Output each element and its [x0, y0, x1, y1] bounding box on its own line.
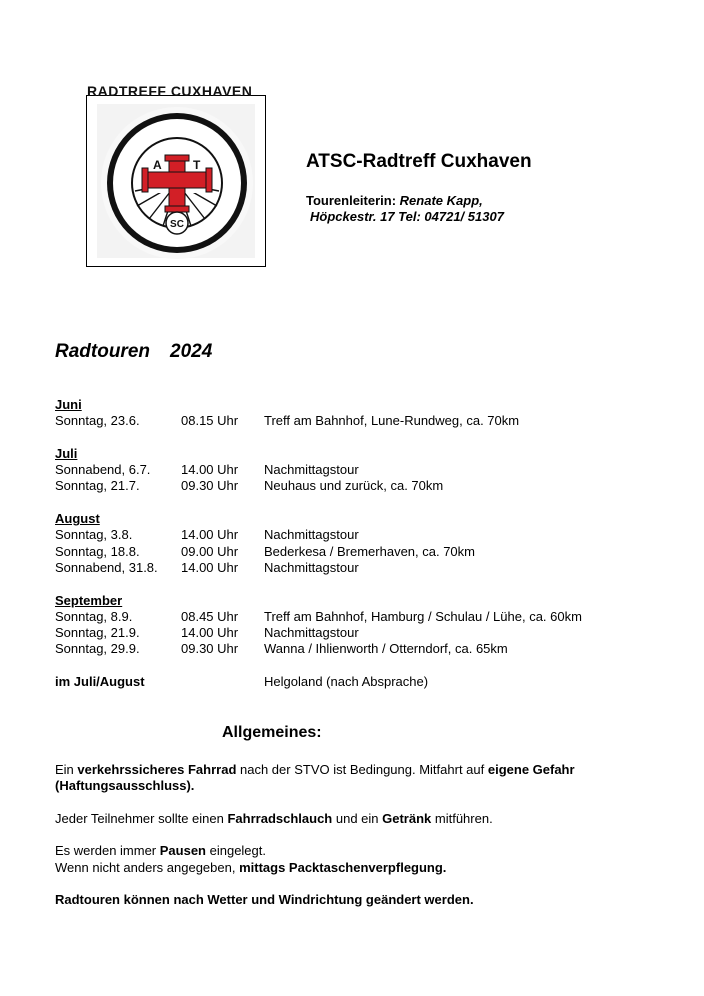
- bold-text: eigene Gefahr (Haftungsausschluss).: [55, 762, 575, 794]
- leader-label: Tourenleiterin:: [306, 193, 397, 208]
- tour-description: Treff am Bahnhof, Hamburg / Schulau / Lühe, ca. 60km: [264, 608, 582, 624]
- tour-description: Neuhaus und zurück, ca. 70km: [264, 478, 444, 494]
- cross-wheel-emblem-icon: [87, 83, 265, 266]
- tour-time: 09.30 Uhr: [181, 641, 239, 657]
- tour-row: [55, 527, 359, 543]
- club-name: ATSC-Radtreff Cuxhaven: [306, 151, 532, 172]
- month-heading: August: [55, 511, 100, 527]
- tour-time: 09.30 Uhr: [181, 478, 239, 494]
- logo-arc-text: RADTREFF CUXHAVEN: [87, 83, 253, 99]
- tour-row: [55, 478, 444, 494]
- tour-date: Sonntag, 29.9.: [55, 641, 140, 657]
- tour-date: Sonntag, 21.9.: [55, 625, 140, 641]
- tour-time: 14.00 Uhr: [181, 527, 239, 543]
- tour-date: Sonnabend, 6.7.: [55, 462, 151, 478]
- tour-time: 14.00 Uhr: [181, 625, 239, 641]
- text: Jeder Teilnehmer sollte einen: [55, 810, 228, 826]
- extra-tour-description: Helgoland (nach Absprache): [264, 674, 429, 690]
- leader-address: Höpckestr. 17 Tel: 04721/ 51307: [310, 209, 504, 224]
- club-logo: [86, 83, 266, 267]
- tour-time: 09.00 Uhr: [181, 543, 239, 559]
- tour-time: 14.00 Uhr: [181, 462, 239, 478]
- text: Es werden immer: [55, 843, 160, 859]
- general-title: Allgemeines:: [222, 724, 322, 741]
- tour-row: [55, 608, 582, 625]
- bold-text: Fahrradschlauch: [227, 810, 333, 826]
- month-heading: September: [55, 592, 123, 608]
- tour-date: Sonntag, 21.7.: [55, 478, 140, 494]
- tour-description: Bederkesa / Bremerhaven, ca. 70km: [264, 543, 475, 559]
- logo-sc-text: SC: [170, 219, 184, 230]
- general-info: [55, 762, 655, 925]
- text: nach der STVO ist Bedingung. Mitfahrt auf: [236, 762, 488, 777]
- extra-tour-row: [55, 674, 429, 690]
- tour-time: 08.45 Uhr: [181, 608, 239, 624]
- tour-date: Sonntag, 18.8.: [55, 543, 140, 559]
- bold-text: Pausen: [159, 843, 206, 859]
- spacer: [55, 576, 122, 592]
- season-title: Radtouren: [55, 341, 150, 362]
- tour-description: Nachmittagstour: [264, 462, 359, 478]
- month-heading: Juni: [55, 397, 82, 412]
- text: Wenn nicht anders angegeben,: [55, 859, 240, 875]
- tour-row: [55, 559, 359, 576]
- tour-row: [55, 413, 520, 429]
- tour-description: Nachmittagstour: [264, 559, 359, 575]
- tour-row: [55, 543, 475, 560]
- tour-date: Sonntag, 23.6.: [55, 413, 140, 429]
- logo-letter-t: T: [193, 158, 201, 172]
- tour-time: 14.00 Uhr: [181, 559, 239, 575]
- bold-text: mittags Packtaschenverpflegung.: [239, 859, 447, 875]
- leader-name: Renate Kapp,: [399, 193, 483, 208]
- tour-row: [55, 462, 359, 478]
- tour-leader: [306, 193, 483, 209]
- tour-description: Wanna / Ihlienworth / Otterndorf, ca. 65km: [264, 641, 508, 657]
- extra-tour-label: im Juli/August: [55, 674, 145, 690]
- text: und ein: [332, 810, 383, 826]
- season-year: 2024: [170, 341, 213, 362]
- tour-date: Sonnabend, 31.8.: [55, 559, 158, 575]
- general-paragraph-breaks: [55, 843, 655, 876]
- month-heading: Juli: [55, 445, 78, 461]
- spacer: [55, 430, 122, 446]
- spacer: [55, 495, 122, 511]
- tour-date: Sonntag, 8.9.: [55, 608, 133, 624]
- logo-letter-a: A: [153, 158, 162, 172]
- general-paragraph-weather: Radtouren können nach Wetter und Windrichtung geändert werden.: [55, 892, 474, 908]
- text: eingelegt.: [206, 843, 266, 859]
- bold-text: Getränk: [382, 810, 432, 826]
- tour-row: [55, 641, 508, 657]
- text: Ein: [55, 762, 78, 777]
- tour-schedule: [55, 397, 582, 690]
- spacer: [55, 658, 122, 674]
- tour-description: Nachmittagstour: [264, 527, 359, 543]
- bold-text: verkehrssicheres Fahrrad: [77, 762, 237, 777]
- text: mitführen.: [431, 810, 493, 826]
- tour-date: Sonntag, 3.8.: [55, 527, 133, 543]
- general-paragraph-equipment: [55, 811, 655, 827]
- tour-description: Nachmittagstour: [264, 625, 359, 641]
- tour-description: Treff am Bahnhof, Lune-Rundweg, ca. 70km: [264, 413, 520, 429]
- season-heading: [55, 341, 212, 363]
- tour-row: [55, 625, 359, 641]
- general-paragraph-bike: [55, 762, 655, 795]
- tour-time: 08.15 Uhr: [181, 413, 239, 429]
